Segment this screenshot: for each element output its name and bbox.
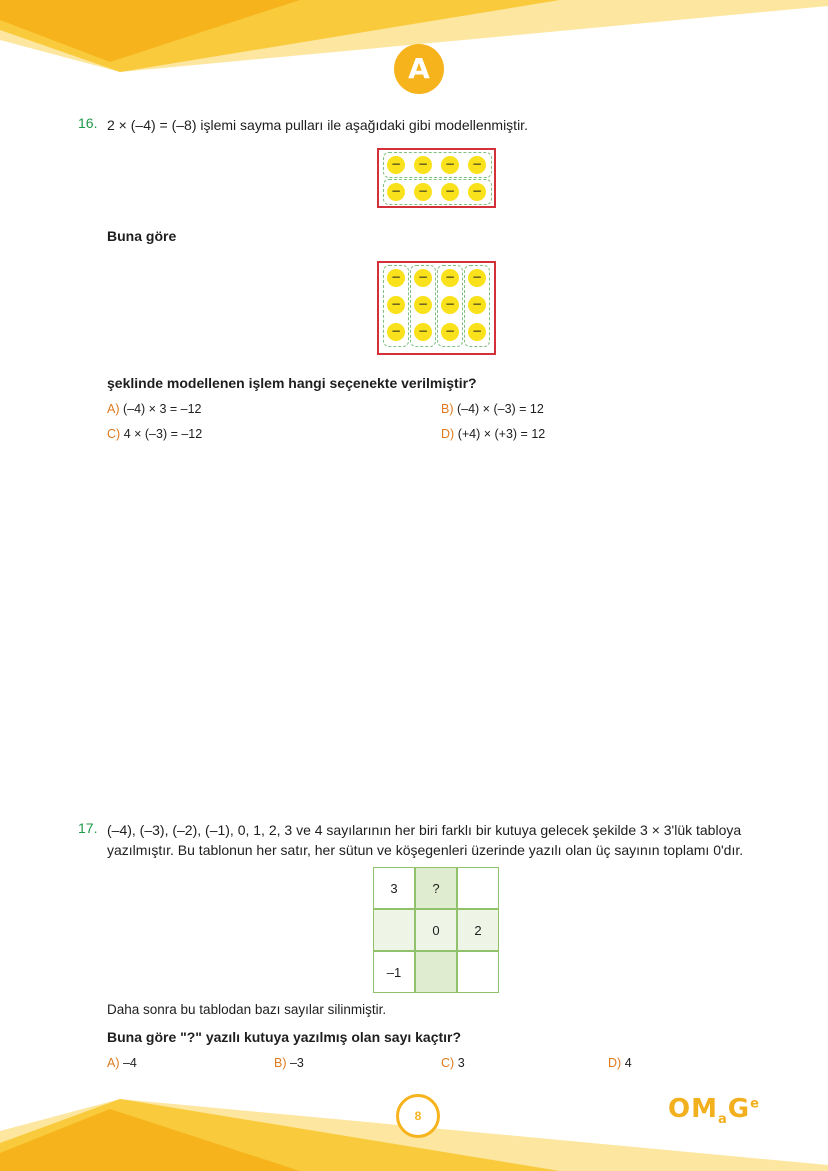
negative-token: − xyxy=(387,183,405,201)
negative-token: − xyxy=(468,183,486,201)
option-letter: A) xyxy=(107,402,120,416)
option-text: –4 xyxy=(122,1056,137,1070)
question-16-number: 16. xyxy=(78,115,98,131)
option-letter: B) xyxy=(441,402,454,416)
q16-option-b[interactable] xyxy=(441,402,544,416)
option-text: 4 xyxy=(624,1056,632,1070)
question-16-text: 2 × (–4) = (–8) işlemi sayma pulları ile aşağıdaki gibi modellenmiştir. xyxy=(107,117,528,133)
option-text: 3 xyxy=(457,1056,465,1070)
negative-token: − xyxy=(387,323,405,341)
negative-token: − xyxy=(468,269,486,287)
option-text: (–4) × 3 = –12 xyxy=(122,402,202,416)
q16-option-a[interactable] xyxy=(107,402,202,416)
question-16-prompt-2: şeklinde modellenen işlem hangi seçenekte verilmiştir? xyxy=(107,375,477,391)
negative-token: − xyxy=(441,323,459,341)
grid-cell: 2 xyxy=(457,909,499,951)
option-letter: C) xyxy=(107,427,121,441)
question-17-question: Buna göre "?" yazılı kutuya yazılmış olan sayı kaçtır? xyxy=(107,1029,462,1045)
grid-cell xyxy=(373,909,415,951)
negative-token: − xyxy=(468,296,486,314)
question-17-text-line-2: yazılmıştır. Bu tablonun her satır, her sütun ve köşegenleri üzerinde yazılı olan üç sayının toplamı 0'dır. xyxy=(107,842,744,858)
option-letter: C) xyxy=(441,1056,455,1070)
grid-cell: 0 xyxy=(415,909,457,951)
q17-option-c[interactable] xyxy=(441,1056,465,1070)
page-number: 8 xyxy=(396,1094,440,1138)
q17-option-a[interactable] xyxy=(107,1056,137,1070)
negative-token: − xyxy=(414,183,432,201)
grid-cell-question: ? xyxy=(415,867,457,909)
option-letter: B) xyxy=(274,1056,287,1070)
option-letter: A) xyxy=(107,1056,120,1070)
option-text: –3 xyxy=(289,1056,304,1070)
grid-cell xyxy=(457,951,499,993)
option-text: (–4) × (–3) = 12 xyxy=(456,402,544,416)
option-letter: D) xyxy=(608,1056,622,1070)
negative-token: − xyxy=(468,156,486,174)
token-model-given xyxy=(377,148,496,208)
negative-token: − xyxy=(387,156,405,174)
magic-square-grid xyxy=(373,867,499,993)
grid-cell: –1 xyxy=(373,951,415,993)
token-model-asked xyxy=(377,261,496,355)
grid-cell xyxy=(415,951,457,993)
negative-token: − xyxy=(414,269,432,287)
negative-token: − xyxy=(387,296,405,314)
negative-token: − xyxy=(387,269,405,287)
negative-token: − xyxy=(414,296,432,314)
q16-option-d[interactable] xyxy=(441,427,545,441)
negative-token: − xyxy=(414,323,432,341)
q17-option-d[interactable] xyxy=(608,1056,632,1070)
negative-token: − xyxy=(441,156,459,174)
q17-option-b[interactable] xyxy=(274,1056,304,1070)
question-17-after-text: Daha sonra bu tablodan bazı sayılar silinmiştir. xyxy=(107,1002,387,1017)
option-letter: D) xyxy=(441,427,455,441)
grid-cell: 3 xyxy=(373,867,415,909)
negative-token: − xyxy=(441,269,459,287)
question-17-text-line-1: (–4), (–3), (–2), (–1), 0, 1, 2, 3 ve 4 sayılarının her biri farklı bir kutuya gelecek şekilde 3 × 3'lük tabloya xyxy=(107,822,742,838)
negative-token: − xyxy=(441,183,459,201)
negative-token: − xyxy=(468,323,486,341)
q16-option-c[interactable] xyxy=(107,427,202,441)
negative-token: − xyxy=(441,296,459,314)
omage-logo: $OM_aG^e$ xyxy=(668,1094,760,1128)
question-17-number: 17. xyxy=(78,820,98,836)
booklet-badge: A xyxy=(394,44,444,94)
option-text: (+4) × (+3) = 12 xyxy=(457,427,546,441)
option-text: 4 × (–3) = –12 xyxy=(123,427,203,441)
grid-cell xyxy=(457,867,499,909)
negative-token: − xyxy=(414,156,432,174)
question-16-prompt-1: Buna göre xyxy=(107,228,177,244)
